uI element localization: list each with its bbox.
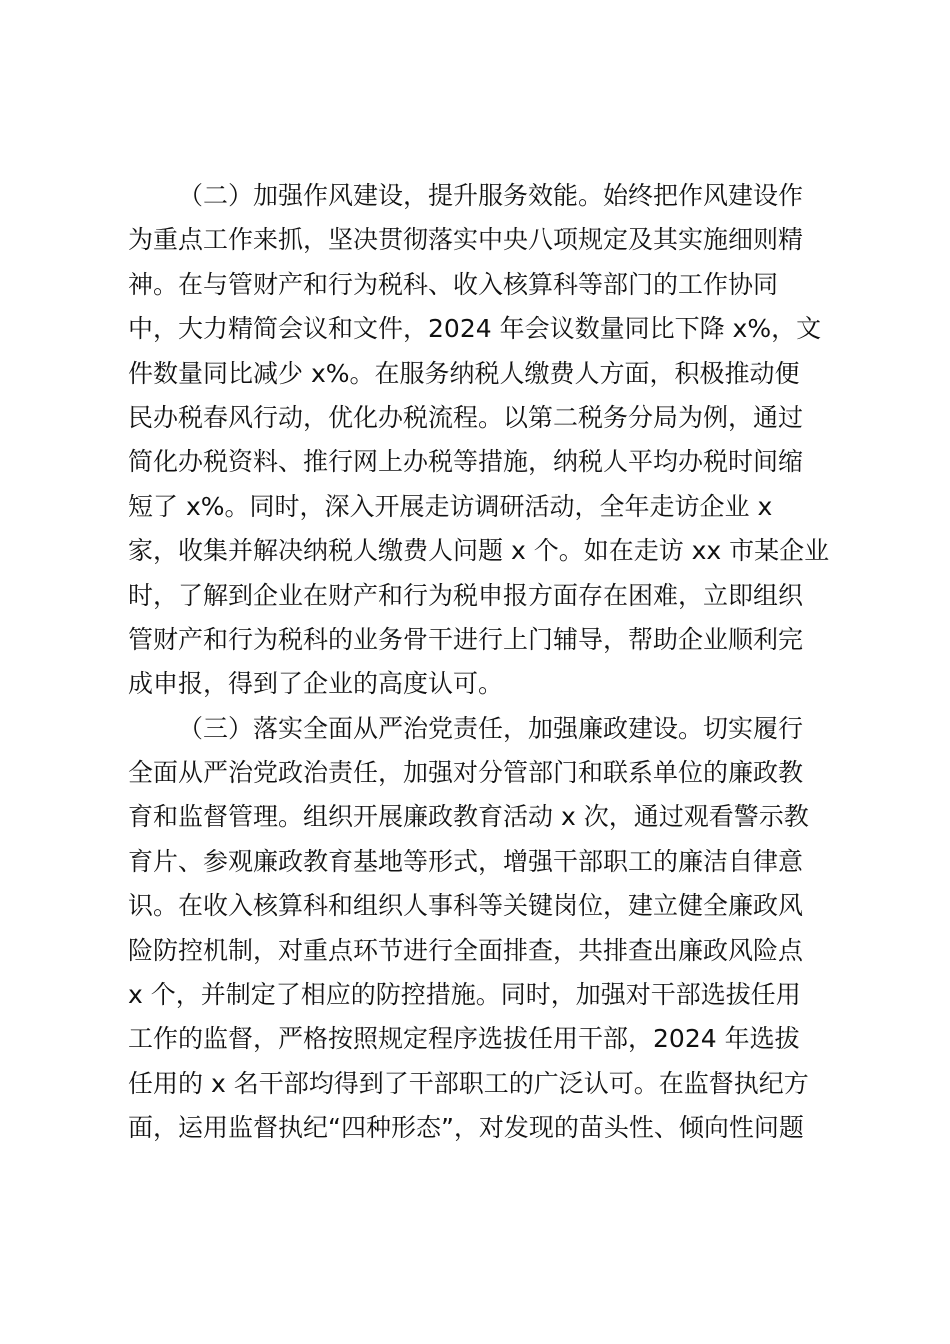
text-line: 育片、参观廉政教育基地等形式，增强干部职工的廉洁自律意 — [128, 846, 804, 876]
text-line: 任用的 x 名干部均得到了干部职工的广泛认可。在监督执纪方 — [128, 1068, 809, 1098]
text-line: 神。在与管财产和行为税科、收入核算科等部门的工作协同 — [128, 269, 779, 299]
text-line: x 个，并制定了相应的防控措施。同时，加强对干部选拔任用 — [128, 980, 801, 1010]
text-line: 工作的监督，严格按照规定程序选拔任用干部，2024 年选拔 — [128, 1024, 800, 1054]
text-line: （三）落实全面从严治党责任，加强廉政建设。切实履行 — [178, 713, 804, 743]
text-line: 民办税春风行动，优化办税流程。以第二税务分局为例，通过 — [128, 402, 804, 432]
text-line: 成申报，得到了企业的高度认可。 — [128, 669, 504, 699]
text-line: 全面从严治党政治责任，加强对分管部门和联系单位的廉政教 — [128, 758, 804, 788]
text-line: 中，大力精简会议和文件，2024 年会议数量同比下降 x%，文 — [128, 314, 822, 344]
text-line: 短了 x%。同时，深入开展走访调研活动，全年走访企业 x — [128, 491, 773, 521]
text-line: 时，了解到企业在财产和行为税申报方面存在困难，立即组织 — [128, 580, 804, 610]
text-line: 面，运用监督执纪“四种形态”，对发现的苗头性、倾向性问题 — [128, 1113, 804, 1143]
text-line: 家，收集并解决纳税人缴费人问题 x 个。如在走访 xx 市某企业 — [128, 536, 830, 566]
paragraph-section-2 — [128, 174, 830, 707]
text-line: 识。在收入核算科和组织人事科等关键岗位，建立健全廉政风 — [128, 891, 804, 921]
text-line: 为重点工作来抓，坚决贯彻落实中央八项规定及其实施细则精 — [128, 225, 804, 255]
text-line: （二）加强作风建设，提升服务效能。始终把作风建设作 — [178, 181, 804, 210]
text-line: 件数量同比减少 x%。在服务纳税人缴费人方面，积极推动便 — [128, 358, 800, 388]
text-line: 险防控机制，对重点环节进行全面排查，共排查出廉政风险点 — [128, 935, 804, 965]
text-line: 育和监督管理。组织开展廉政教育活动 x 次，通过观看警示教 — [128, 802, 809, 832]
text-line: 简化办税资料、推行网上办税等措施，纳税人平均办税时间缩 — [128, 447, 804, 477]
text-line: 管财产和行为税科的业务骨干进行上门辅导，帮助企业顺利完 — [128, 624, 804, 654]
paragraph-section-3 — [128, 707, 824, 1151]
document-page — [128, 174, 830, 1151]
